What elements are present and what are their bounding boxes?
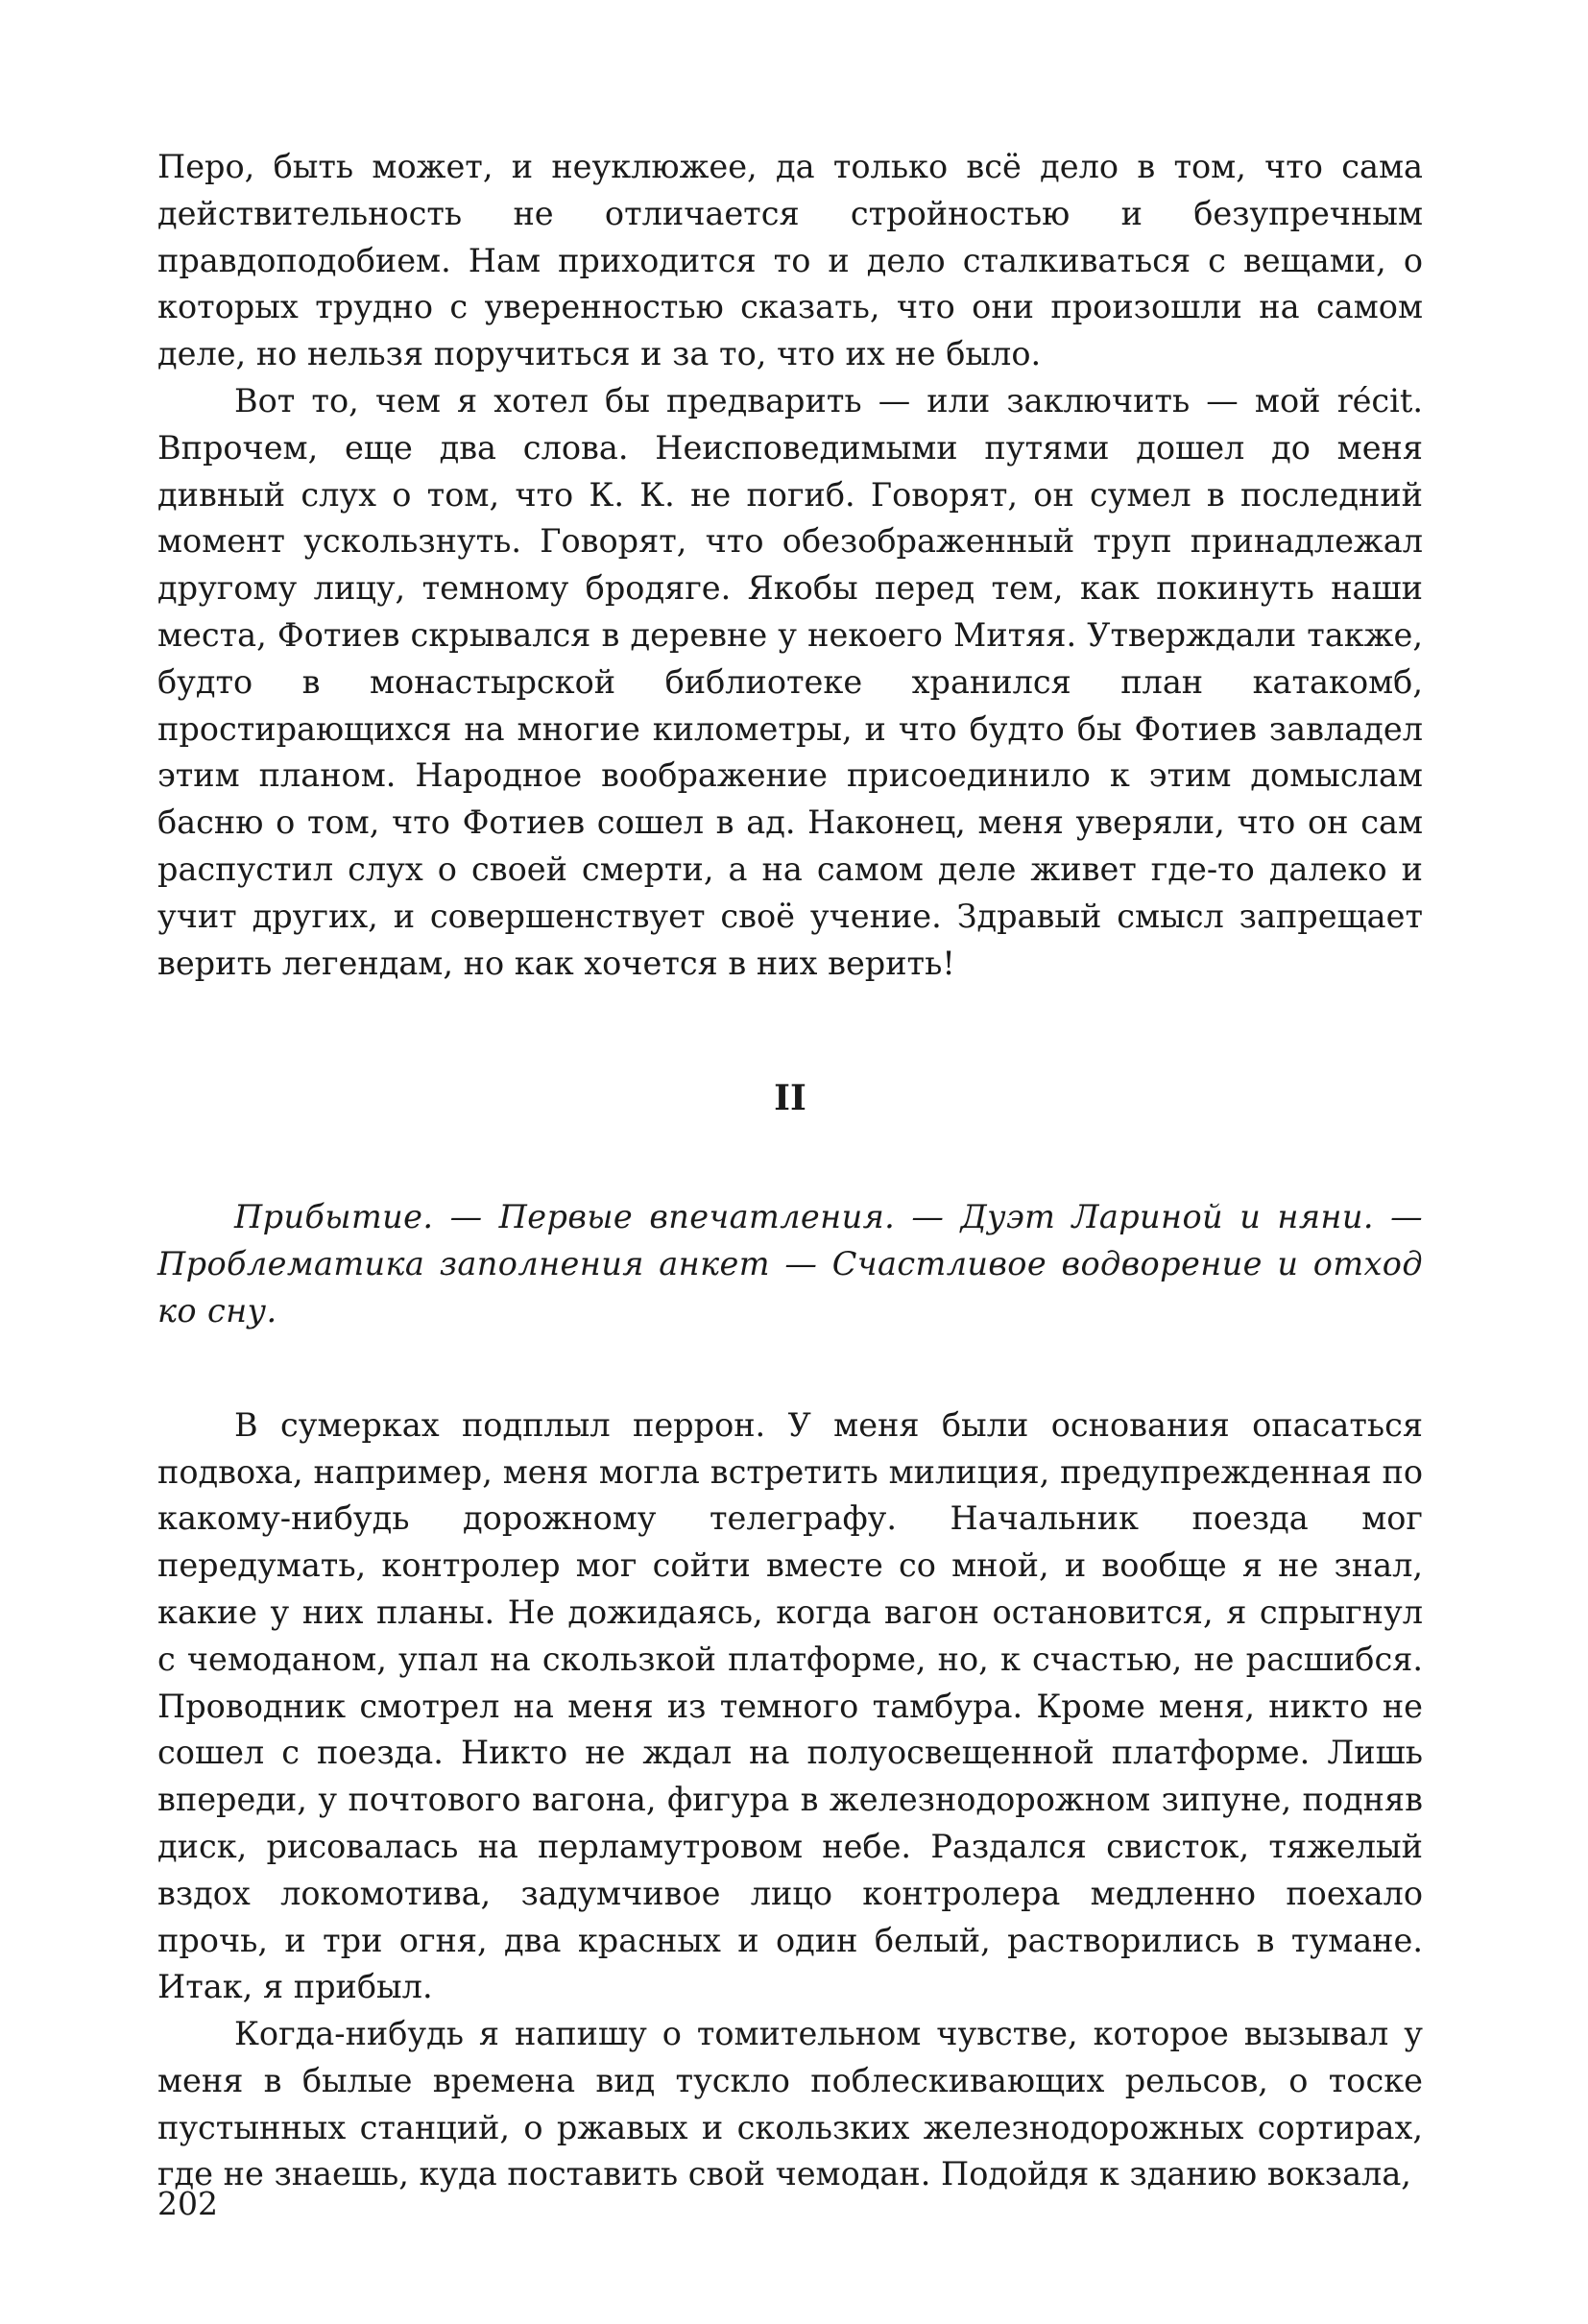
- paragraph-intro: Перо, быть может, и неуклюжее, да только всё дело в том, что сама действительность не отличается стройностью и безупречным правдоподобием. Нам приходится то и дело сталкиваться с вещами, о которых трудно с уверенностью сказать, что они произошли на самом деле, но нельзя поручиться и за то, что их не было.: [157, 148, 1423, 373]
- paragraph-arrival: В сумерках подплыл перрон. У меня были основания опасаться подвоха, например, меня могла встретить милиция, предупрежденная по какому-нибудь дорожному телеграфу. Начальник поезда мог передумать, контролер мог сойти вместе со мной, и вообще я не знал, какие у них планы. Не дожидаясь, когда вагон остановится, я спрыгнул с чемоданом, упал на скользкой платформе, но, к счастью, не расшибся. Проводник смотрел на меня из темного тамбура. Кроме меня, никто не сошел с поезда. Никто не ждал на полуосвещенной платформе. Лишь впереди, у почтового вагона, фигура в железнодорожном зипуне, подняв диск, рисовалась на перламутровом небе. Раздался свисток, тяжелый вздох локомотива, задумчивое лицо контролера медленно поехало прочь, и три огня, два красных и один белый, растворились в тумане. Итак, я прибыл.: [157, 1405, 1423, 2006]
- chapter-number: II: [774, 1078, 806, 1119]
- chapter-summary: Прибытие. — Первые впечатления. — Дуэт Лариной и няни. — Проблематика заполнения анкет — Счастливое водворение и отход ко сну.: [157, 1198, 1423, 1330]
- paragraph-rumors: Вот то, чем я хотел бы предварить — или заключить — мой récit. Впрочем, еще два слова. Неисповедимыми путями дошел до меня дивный слух о том, что К. К. не погиб. Говорят, он сумел в последний момент ускользнуть. Говорят, что обезображенный труп принадлежал другому лицу, темному бродяге. Якобы перед тем, как покинуть наши места, Фотиев скрывался в деревне у некоего Митяя. Утверждали также, будто в монастырской библиотеке хранился план катакомб, простирающихся на многие километры, и что будто бы Фотиев завладел этим планом. Народное воображение присоединило к этим домыслам басню о том, что Фотиев сошел в ад. Наконец, меня уверяли, что он сам распустил слух о своей смерти, а на самом деле живет где-то далеко и учит других, и совершенствует своё учение. Здравый смысл запрещает верить легендам, но как хочется в них верить!: [157, 381, 1423, 982]
- page-content: [157, 144, 1423, 2198]
- page-number: 202: [157, 2185, 218, 2222]
- paragraph-station: Когда-нибудь я напишу о томительном чувстве, которое вызывал у меня в былые времена вид тускло поблескивающих рельсов, о тоске пустынных станций, о ржавых и скользких железнодорожных сортирах, где не знаешь, куда поставить свой чемодан. Подойдя к зданию вокзала,: [157, 2015, 1423, 2193]
